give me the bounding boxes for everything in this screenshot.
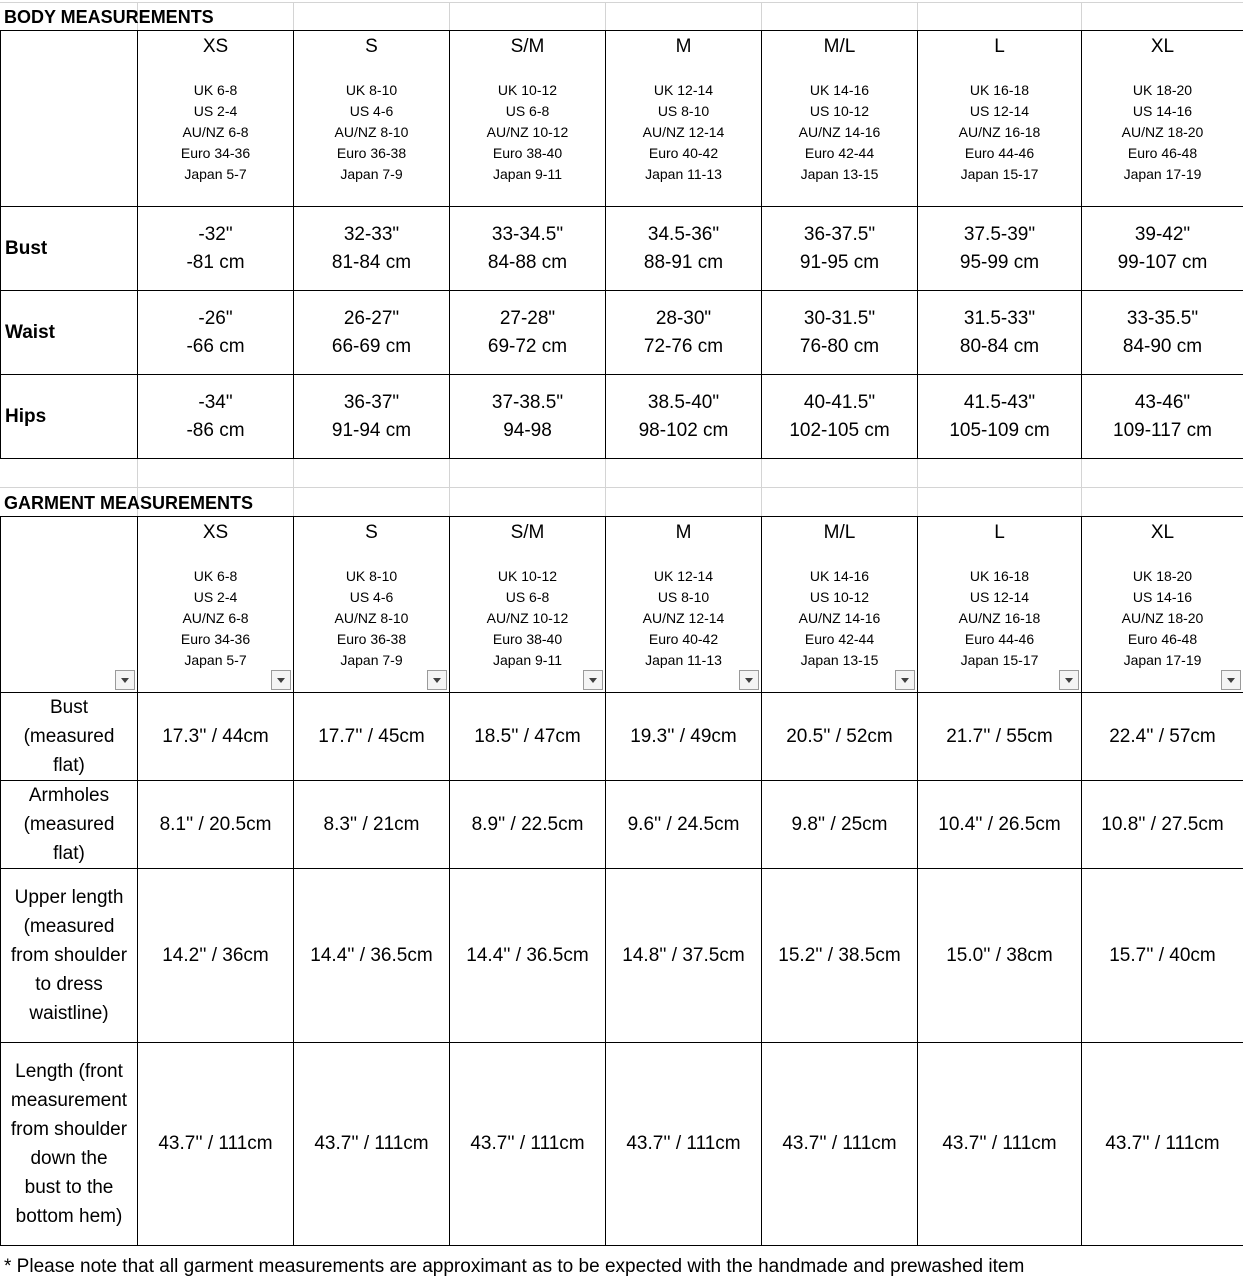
size-conversions — [1082, 80, 1243, 185]
conv-uk: UK 10-12 — [497, 82, 558, 98]
measurement-cell[interactable]: 10.8'' / 27.5cm — [1082, 781, 1243, 869]
conv-euro: Euro 42-44 — [804, 145, 875, 161]
measurement-cell[interactable] — [918, 375, 1082, 459]
measurement-cell[interactable] — [450, 291, 606, 375]
size-header-xl[interactable] — [1082, 31, 1243, 207]
conv-uk: UK 18-20 — [1132, 82, 1193, 98]
garment-row-length — [1, 1043, 1243, 1246]
conv-japan: Japan 15-17 — [960, 166, 1039, 182]
label-line: waistline) — [29, 1003, 109, 1024]
measurement-cell[interactable]: 14.2'' / 36cm — [138, 869, 294, 1043]
value-inches: -26" — [198, 307, 233, 329]
value-cm: 91-95 cm — [799, 251, 880, 273]
label-line: from shoulder — [10, 1119, 128, 1140]
size-name: XL — [1150, 522, 1175, 543]
conv-aunz: AU/NZ 18-20 — [1121, 124, 1204, 140]
conv-uk: UK 12-14 — [653, 82, 714, 98]
measurement-cell[interactable]: 43.7'' / 111cm — [450, 1043, 606, 1246]
measurement-cell[interactable]: 15.2'' / 38.5cm — [762, 869, 918, 1043]
conv-aunz: AU/NZ 6-8 — [182, 610, 249, 626]
conv-japan: Japan 17-19 — [1123, 166, 1202, 182]
row-label[interactable]: Waist — [1, 291, 138, 375]
value-inches: 28-30" — [655, 307, 712, 329]
conv-uk: UK 8-10 — [345, 568, 398, 584]
value-inches: 39-42" — [1134, 223, 1191, 245]
conv-aunz: AU/NZ 18-20 — [1121, 610, 1204, 626]
conv-us: US 6-8 — [505, 103, 550, 119]
size-name: S/M — [510, 522, 545, 543]
size-name: M/L — [823, 522, 856, 543]
label-line: down the — [30, 1148, 108, 1169]
value-inches: 37.5-39" — [963, 223, 1036, 245]
measurement-cell[interactable]: 17.7'' / 45cm — [294, 693, 450, 781]
value-inches: 43-46" — [1134, 391, 1191, 413]
conv-japan: Japan 7-9 — [340, 166, 403, 182]
value-cm: 72-76 cm — [643, 335, 724, 357]
conv-aunz: AU/NZ 12-14 — [642, 610, 725, 626]
value-cm: 102-105 cm — [789, 419, 890, 441]
conv-euro: Euro 46-48 — [1127, 145, 1198, 161]
value-inches: 32-33" — [343, 223, 400, 245]
label-line: flat) — [53, 843, 85, 864]
measurement-cell[interactable]: 14.4'' / 36.5cm — [294, 869, 450, 1043]
conv-euro: Euro 46-48 — [1127, 631, 1198, 647]
value-cm: 81-84 cm — [331, 251, 412, 273]
measurement-cell[interactable]: 43.7'' / 111cm — [138, 1043, 294, 1246]
corner-cell[interactable] — [1, 517, 138, 693]
garment-size-header-row — [1, 517, 1243, 693]
label-line: Length (front — [15, 1061, 123, 1082]
measurement-cell[interactable]: 14.4'' / 36.5cm — [450, 869, 606, 1043]
body-measurements-title: BODY MEASUREMENTS — [4, 7, 214, 27]
value-cm: 80-84 cm — [959, 335, 1040, 357]
conv-euro: Euro 34-36 — [180, 631, 251, 647]
conv-us: US 10-12 — [809, 103, 870, 119]
conv-japan: Japan 13-15 — [800, 166, 879, 182]
value-inches: -32" — [198, 223, 233, 245]
value-cm: 88-91 cm — [643, 251, 724, 273]
conv-us: US 14-16 — [1132, 103, 1193, 119]
row-label[interactable] — [1, 693, 138, 781]
body-row-waist — [1, 291, 1243, 375]
conv-us: US 4-6 — [349, 589, 394, 605]
size-name: S/M — [510, 36, 545, 57]
measurement-cell[interactable] — [762, 375, 918, 459]
conv-japan: Japan 5-7 — [184, 166, 247, 182]
value-inches: 40-41.5" — [803, 391, 876, 413]
size-conversions — [450, 566, 605, 671]
measurement-cell[interactable] — [762, 207, 918, 291]
dropdown-arrow-icon[interactable] — [1221, 670, 1241, 690]
size-conversions — [918, 566, 1081, 671]
conv-japan: Japan 11-13 — [645, 652, 722, 668]
label-line: bust to the — [24, 1177, 114, 1198]
measurement-cell[interactable] — [1082, 207, 1243, 291]
measurement-cell[interactable]: 43.7'' / 111cm — [762, 1043, 918, 1246]
conv-japan: Japan 5-7 — [184, 652, 247, 668]
measurement-cell[interactable] — [918, 207, 1082, 291]
label-line: (measured — [23, 916, 115, 937]
measurement-cell[interactable]: 14.8'' / 37.5cm — [606, 869, 762, 1043]
measurement-cell[interactable]: 15.7'' / 40cm — [1082, 869, 1243, 1043]
size-conversions — [606, 80, 761, 185]
conv-aunz: AU/NZ 14-16 — [798, 610, 881, 626]
size-name: M — [675, 36, 692, 57]
conv-uk: UK 16-18 — [969, 568, 1030, 584]
measurement-cell[interactable] — [1082, 375, 1243, 459]
conv-aunz: AU/NZ 16-18 — [958, 610, 1041, 626]
conv-us: US 2-4 — [193, 103, 238, 119]
size-name: XS — [202, 522, 229, 543]
measurement-cell[interactable] — [606, 375, 762, 459]
value-inches: 37-38.5" — [491, 391, 564, 413]
garment-measurements-table — [0, 516, 1243, 1246]
measurement-cell[interactable]: 20.5'' / 52cm — [762, 693, 918, 781]
value-cm: -81 cm — [186, 251, 245, 273]
size-name: L — [994, 522, 1005, 543]
label-line: bottom hem) — [15, 1206, 123, 1227]
dropdown-arrow-icon[interactable] — [739, 670, 759, 690]
label-line: Upper length — [14, 887, 124, 908]
measurement-cell[interactable] — [762, 291, 918, 375]
size-header-m[interactable] — [606, 31, 762, 207]
conv-aunz: AU/NZ 8-10 — [334, 124, 409, 140]
conv-aunz: AU/NZ 10-12 — [486, 124, 569, 140]
conv-uk: UK 14-16 — [809, 82, 870, 98]
size-header-sm[interactable] — [450, 31, 606, 207]
measurement-cell[interactable]: 43.7'' / 111cm — [606, 1043, 762, 1246]
value-cm: 66-69 cm — [331, 335, 412, 357]
size-header-m[interactable] — [606, 517, 762, 693]
size-name: L — [994, 36, 1005, 57]
size-header-xs[interactable] — [138, 31, 294, 207]
dropdown-arrow-icon[interactable] — [427, 670, 447, 690]
conv-japan: Japan 9-11 — [492, 652, 562, 668]
conv-euro: Euro 40-42 — [648, 145, 719, 161]
measurement-cell[interactable] — [450, 375, 606, 459]
conv-uk: UK 6-8 — [193, 82, 238, 98]
measurement-cell[interactable]: 8.3'' / 21cm — [294, 781, 450, 869]
measurement-cell[interactable]: 10.4'' / 26.5cm — [918, 781, 1082, 869]
conv-euro: Euro 38-40 — [492, 631, 563, 647]
size-header-ml[interactable] — [762, 517, 918, 693]
measurement-cell[interactable]: 19.3'' / 49cm — [606, 693, 762, 781]
size-name: XL — [1150, 36, 1175, 57]
row-label[interactable] — [1, 869, 138, 1043]
measurement-cell[interactable] — [294, 291, 450, 375]
label-line: (measured — [23, 726, 115, 747]
value-inches: -34" — [198, 391, 233, 413]
size-header-l[interactable] — [918, 31, 1082, 207]
value-inches: 27-28" — [499, 307, 556, 329]
garment-row-upper-length — [1, 869, 1243, 1043]
row-label[interactable]: Bust — [1, 207, 138, 291]
measurement-cell[interactable]: 8.1'' / 20.5cm — [138, 781, 294, 869]
measurement-cell[interactable]: 43.7'' / 111cm — [918, 1043, 1082, 1246]
conv-euro: Euro 36-38 — [336, 145, 407, 161]
garment-row-bust — [1, 693, 1243, 781]
value-cm: 91-94 cm — [331, 419, 412, 441]
size-header-s[interactable] — [294, 31, 450, 207]
value-cm: 84-90 cm — [1122, 335, 1203, 357]
conv-us: US 12-14 — [969, 589, 1030, 605]
measurement-cell[interactable]: 9.6'' / 24.5cm — [606, 781, 762, 869]
garment-measurements-title: GARMENT MEASUREMENTS — [4, 493, 254, 513]
conv-aunz: AU/NZ 6-8 — [182, 124, 249, 140]
value-inches: 36-37" — [343, 391, 400, 413]
value-cm: 94-98 — [503, 419, 552, 441]
size-header-sm[interactable] — [450, 517, 606, 693]
body-row-hips — [1, 375, 1243, 459]
dropdown-arrow-icon[interactable] — [583, 670, 603, 690]
conv-euro: Euro 36-38 — [336, 631, 407, 647]
conv-aunz: AU/NZ 14-16 — [798, 124, 881, 140]
conv-uk: UK 12-14 — [653, 568, 714, 584]
measurement-cell[interactable]: 17.3'' / 44cm — [138, 693, 294, 781]
value-inches: 41.5-43" — [963, 391, 1036, 413]
value-inches: 31.5-33" — [963, 307, 1036, 329]
measurement-cell[interactable]: 21.7'' / 55cm — [918, 693, 1082, 781]
value-cm: 98-102 cm — [638, 419, 729, 441]
value-cm: 95-99 cm — [959, 251, 1040, 273]
conv-us: US 6-8 — [505, 589, 550, 605]
conv-euro: Euro 38-40 — [492, 145, 563, 161]
measurement-cell[interactable]: 22.4'' / 57cm — [1082, 693, 1243, 781]
label-line: Bust — [49, 697, 89, 718]
conv-japan: Japan 15-17 — [960, 652, 1039, 668]
conv-us: US 12-14 — [969, 103, 1030, 119]
conv-uk: UK 8-10 — [345, 82, 398, 98]
conv-euro: Euro 40-42 — [648, 631, 719, 647]
dropdown-arrow-icon[interactable] — [895, 670, 915, 690]
conv-uk: UK 6-8 — [193, 568, 238, 584]
conv-japan: Japan 7-9 — [340, 652, 403, 668]
value-cm: 76-80 cm — [799, 335, 880, 357]
size-header-xl[interactable] — [1082, 517, 1243, 693]
size-conversions — [138, 566, 293, 671]
dropdown-arrow-icon[interactable] — [115, 670, 135, 690]
label-line: measurement — [10, 1090, 128, 1111]
value-inches: 34.5-36" — [647, 223, 720, 245]
measurement-cell[interactable]: 9.8'' / 25cm — [762, 781, 918, 869]
size-name: XS — [202, 36, 229, 57]
value-inches: 36-37.5" — [803, 223, 876, 245]
body-row-bust — [1, 207, 1243, 291]
size-conversions — [762, 80, 917, 185]
conv-japan: Japan 17-19 — [1123, 652, 1202, 668]
row-label[interactable] — [1, 1043, 138, 1246]
measurement-cell[interactable] — [138, 291, 294, 375]
dropdown-arrow-icon[interactable] — [271, 670, 291, 690]
body-size-header-row — [1, 31, 1243, 207]
dropdown-arrow-icon[interactable] — [1059, 670, 1079, 690]
conv-aunz: AU/NZ 16-18 — [958, 124, 1041, 140]
size-header-xs[interactable] — [138, 517, 294, 693]
conv-euro: Euro 34-36 — [180, 145, 251, 161]
value-inches: 33-34.5" — [491, 223, 564, 245]
size-conversions — [918, 80, 1081, 185]
size-header-ml[interactable] — [762, 31, 918, 207]
conv-japan: Japan 11-13 — [645, 166, 722, 182]
row-label[interactable]: Hips — [1, 375, 138, 459]
value-inches: 26-27" — [343, 307, 400, 329]
measurement-cell[interactable]: 18.5'' / 47cm — [450, 693, 606, 781]
corner-cell[interactable] — [1, 31, 138, 207]
value-cm: -86 cm — [186, 419, 245, 441]
size-conversions — [1082, 566, 1243, 671]
sheet-gridline — [0, 2, 1243, 3]
measurement-cell[interactable] — [918, 291, 1082, 375]
measurement-cell[interactable]: 43.7'' / 111cm — [294, 1043, 450, 1246]
label-line: Armholes — [28, 785, 110, 806]
measurement-cell[interactable] — [138, 375, 294, 459]
row-label[interactable] — [1, 781, 138, 869]
label-line: flat) — [53, 755, 85, 776]
size-header-l[interactable] — [918, 517, 1082, 693]
measurement-cell[interactable] — [294, 375, 450, 459]
label-line: to dress — [35, 974, 103, 995]
conv-us: US 8-10 — [657, 103, 710, 119]
conv-euro: Euro 44-46 — [964, 631, 1035, 647]
size-conversions — [294, 566, 449, 671]
size-header-s[interactable] — [294, 517, 450, 693]
conv-aunz: AU/NZ 8-10 — [334, 610, 409, 626]
measurement-cell[interactable] — [606, 291, 762, 375]
measurement-cell[interactable] — [1082, 291, 1243, 375]
size-name: M — [675, 522, 692, 543]
garment-row-armholes — [1, 781, 1243, 869]
value-inches: 38.5-40" — [647, 391, 720, 413]
conv-japan: Japan 13-15 — [800, 652, 879, 668]
body-measurements-table — [0, 30, 1243, 459]
conv-uk: UK 10-12 — [497, 568, 558, 584]
size-name: S — [365, 522, 378, 543]
conv-japan: Japan 9-11 — [492, 166, 562, 182]
conv-us: US 8-10 — [657, 589, 710, 605]
value-cm: 105-109 cm — [949, 419, 1050, 441]
value-cm: 99-107 cm — [1117, 251, 1208, 273]
conv-uk: UK 18-20 — [1132, 568, 1193, 584]
size-conversions — [138, 80, 293, 185]
measurement-cell[interactable] — [294, 207, 450, 291]
measurement-cell[interactable] — [450, 207, 606, 291]
conv-euro: Euro 44-46 — [964, 145, 1035, 161]
conv-us: US 4-6 — [349, 103, 394, 119]
measurement-cell[interactable]: 43.7'' / 111cm — [1082, 1043, 1243, 1246]
conv-aunz: AU/NZ 12-14 — [642, 124, 725, 140]
conv-aunz: AU/NZ 10-12 — [486, 610, 569, 626]
size-name: M/L — [823, 36, 856, 57]
measurement-cell[interactable] — [606, 207, 762, 291]
measurement-cell[interactable]: 15.0'' / 38cm — [918, 869, 1082, 1043]
conv-uk: UK 14-16 — [809, 568, 870, 584]
label-line: from shoulder — [10, 945, 128, 966]
value-cm: -66 cm — [186, 335, 245, 357]
size-conversions — [606, 566, 761, 671]
value-cm: 84-88 cm — [487, 251, 568, 273]
measurement-cell[interactable]: 8.9'' / 22.5cm — [450, 781, 606, 869]
conv-us: US 2-4 — [193, 589, 238, 605]
value-cm: 69-72 cm — [487, 335, 568, 357]
size-name: S — [365, 36, 378, 57]
size-conversions — [294, 80, 449, 185]
size-conversions — [762, 566, 917, 671]
label-line: (measured — [23, 814, 115, 835]
value-inches: 33-35.5" — [1126, 307, 1199, 329]
measurement-cell[interactable] — [138, 207, 294, 291]
conv-uk: UK 16-18 — [969, 82, 1030, 98]
size-conversions — [450, 80, 605, 185]
conv-us: US 10-12 — [809, 589, 870, 605]
value-cm: 109-117 cm — [1113, 419, 1212, 441]
value-inches: 30-31.5" — [803, 307, 876, 329]
footnote: * Please note that all garment measurements are approximant as to be expected with the handmade and prewashed item — [4, 1256, 1025, 1277]
conv-euro: Euro 42-44 — [804, 631, 875, 647]
conv-us: US 14-16 — [1132, 589, 1193, 605]
